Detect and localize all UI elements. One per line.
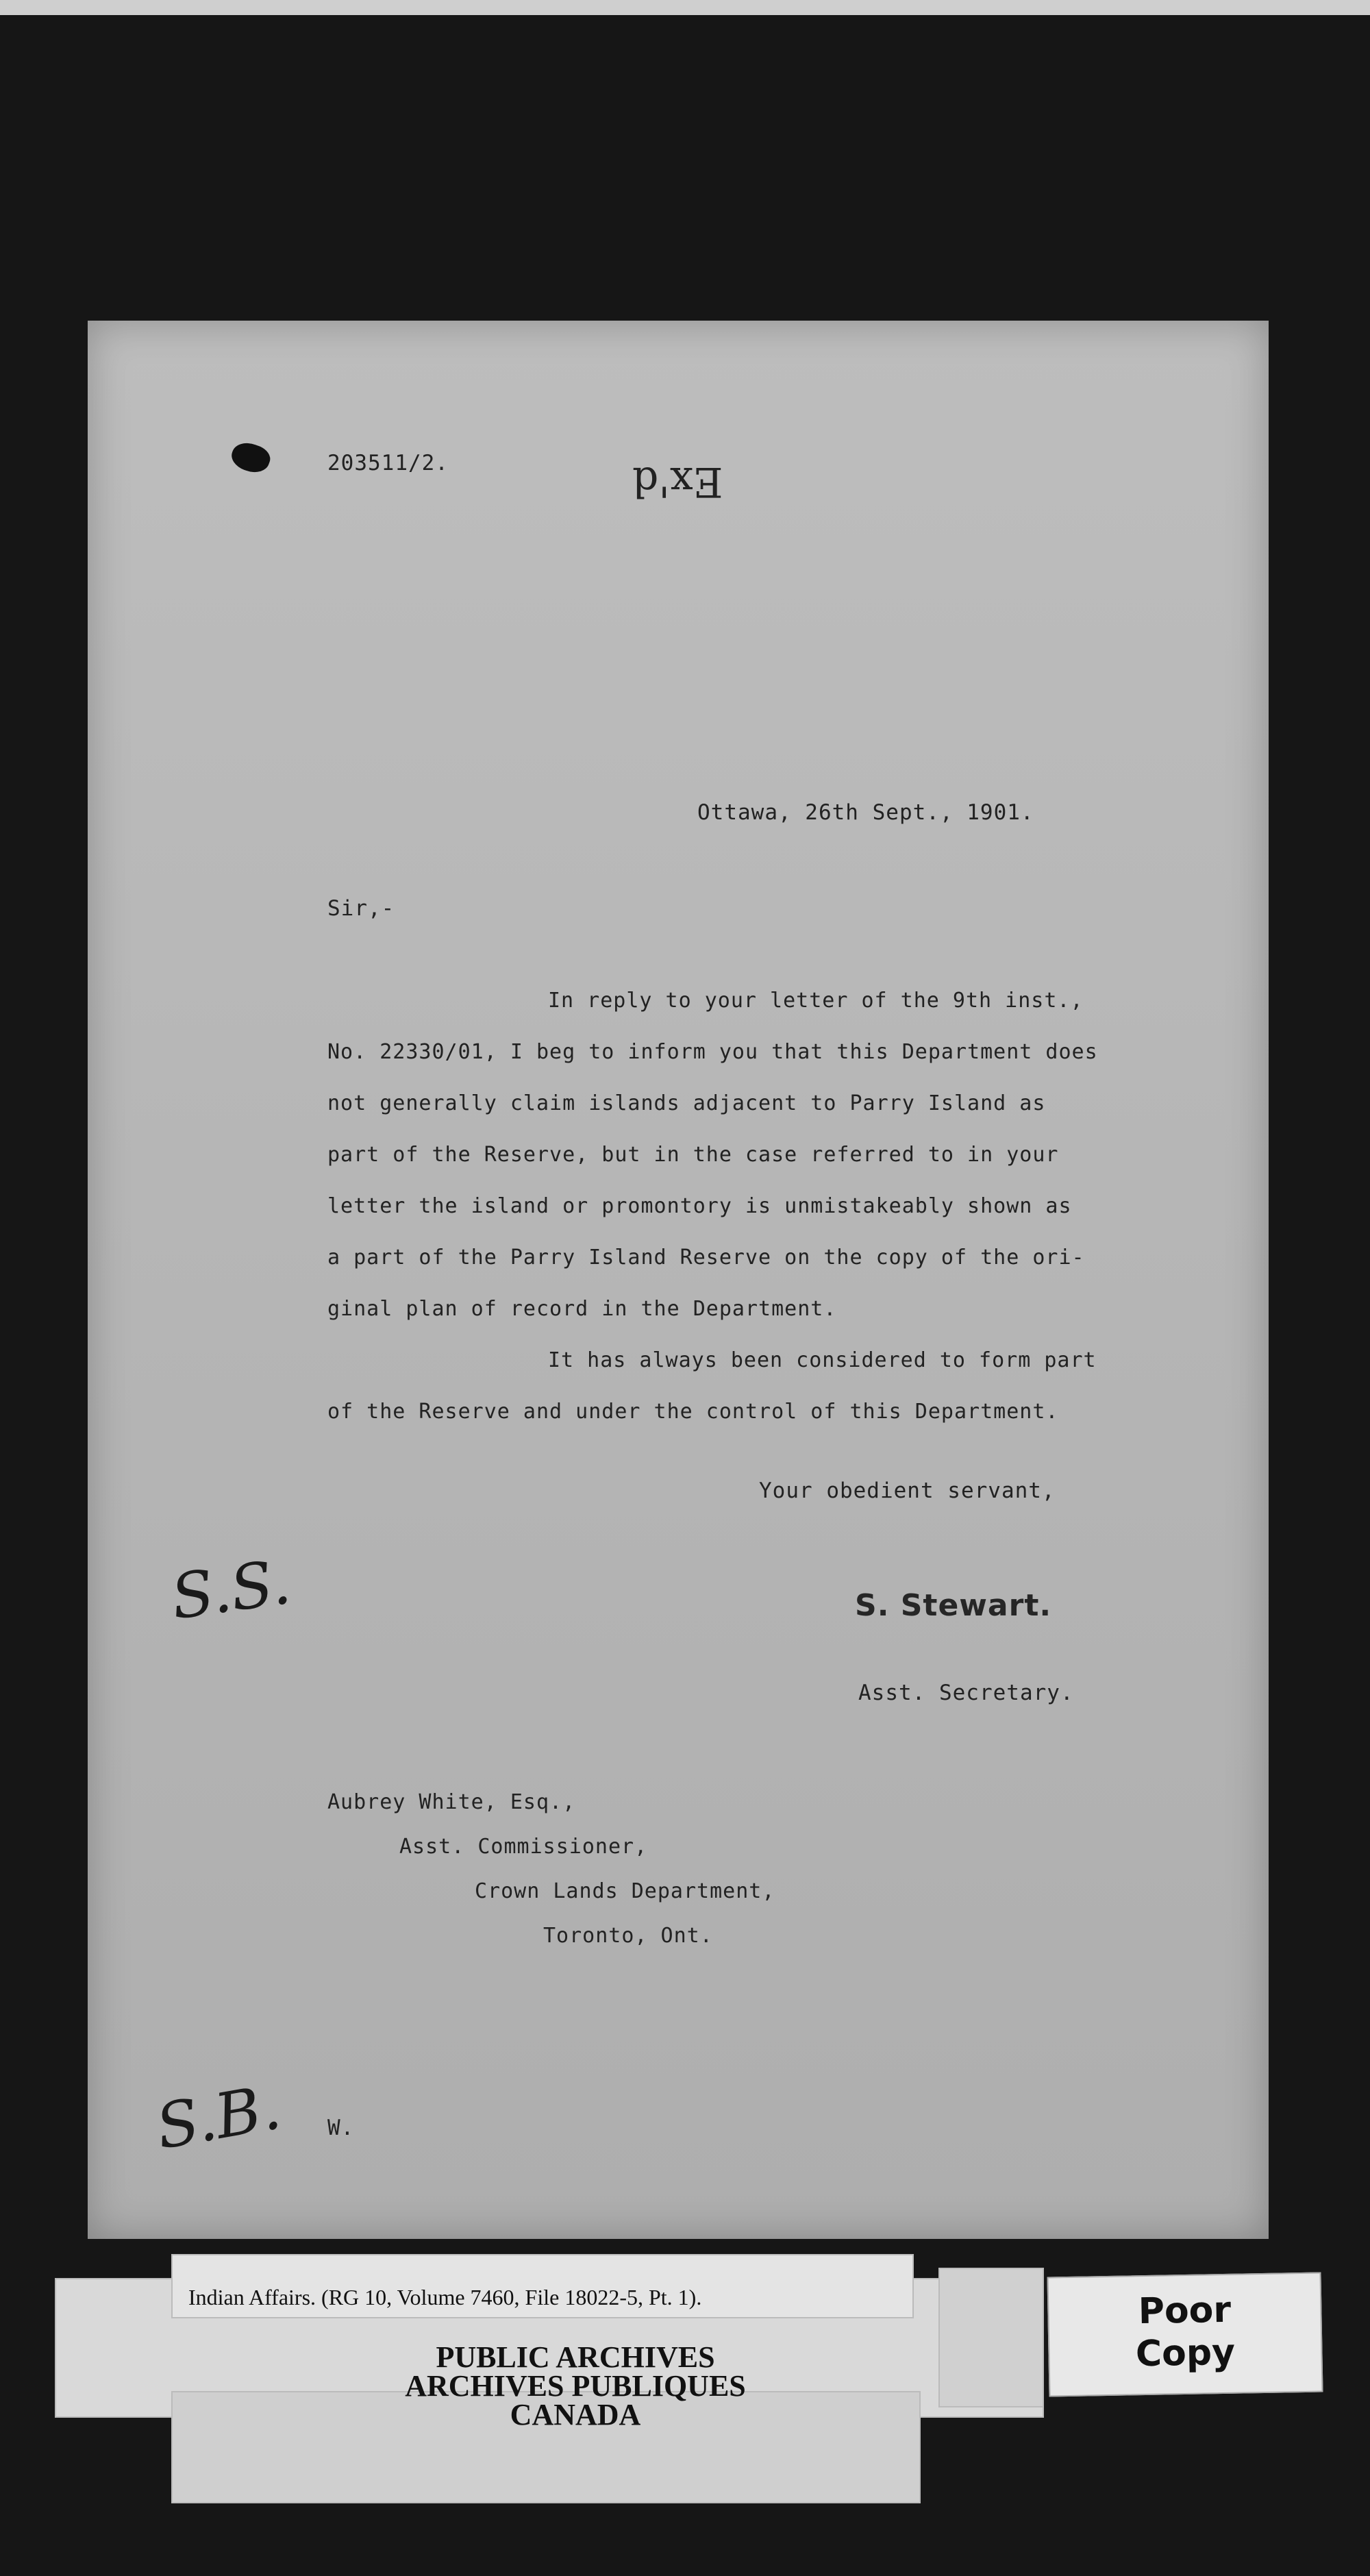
signature-title: Asst. Secretary. bbox=[858, 1681, 1074, 1705]
handwritten-initials: S.B. bbox=[151, 2071, 286, 2164]
margin-mark: Ex'd bbox=[632, 458, 723, 506]
poor-copy-tag bbox=[1047, 2272, 1323, 2397]
letter-page bbox=[88, 321, 1269, 2239]
body-line: not generally claim islands adjacent to Parry Island as bbox=[327, 1091, 1046, 1115]
archives-line-country: CANADA bbox=[510, 2398, 641, 2431]
addressee-line: Asst. Commissioner, bbox=[399, 1835, 648, 1859]
public-archives-stamp bbox=[329, 2340, 822, 2431]
ink-blot bbox=[228, 438, 273, 478]
poor-copy-line-1: Poor bbox=[1138, 2289, 1232, 2333]
archive-reference: Indian Affairs. (RG 10, Volume 7460, File 18022-5, Pt. 1). bbox=[188, 2285, 702, 2309]
archives-line-en: PUBLIC ARCHIVES bbox=[436, 2340, 715, 2374]
body-line: In reply to your letter of the 9th inst., bbox=[548, 989, 1084, 1013]
addressee-line: Aubrey White, Esq., bbox=[327, 1790, 576, 1814]
body-line: of the Reserve and under the control of this Department. bbox=[327, 1400, 1059, 1424]
body-line: a part of the Parry Island Reserve on the copy of the ori- bbox=[327, 1246, 1085, 1270]
signature-name: S. Stewart. bbox=[855, 1588, 1052, 1623]
addressee-line: Crown Lands Department, bbox=[475, 1879, 775, 1903]
label-fragment bbox=[938, 2268, 1044, 2407]
typist-mark: W. bbox=[327, 2116, 355, 2140]
addressee-line: Toronto, Ont. bbox=[543, 1924, 713, 1948]
poor-copy-line-2: Copy bbox=[1135, 2331, 1236, 2375]
archives-line-fr: ARCHIVES PUBLIQUES bbox=[405, 2369, 746, 2403]
handwritten-initials: S.S. bbox=[166, 1546, 295, 1634]
body-line: letter the island or promontory is unmistakeably shown as bbox=[327, 1194, 1072, 1218]
body-line: ginal plan of record in the Department. bbox=[327, 1297, 837, 1321]
file-number: 203511/2. bbox=[327, 451, 449, 475]
salutation: Sir,- bbox=[327, 896, 395, 921]
body-line: It has always been considered to form part bbox=[548, 1348, 1097, 1372]
closing: Your obedient servant, bbox=[759, 1478, 1056, 1503]
body-line: part of the Reserve, but in the case referred to in your bbox=[327, 1143, 1059, 1167]
date-line: Ottawa, 26th Sept., 1901. bbox=[697, 800, 1034, 825]
body-line: No. 22330/01, I beg to inform you that this Department does bbox=[327, 1040, 1098, 1064]
